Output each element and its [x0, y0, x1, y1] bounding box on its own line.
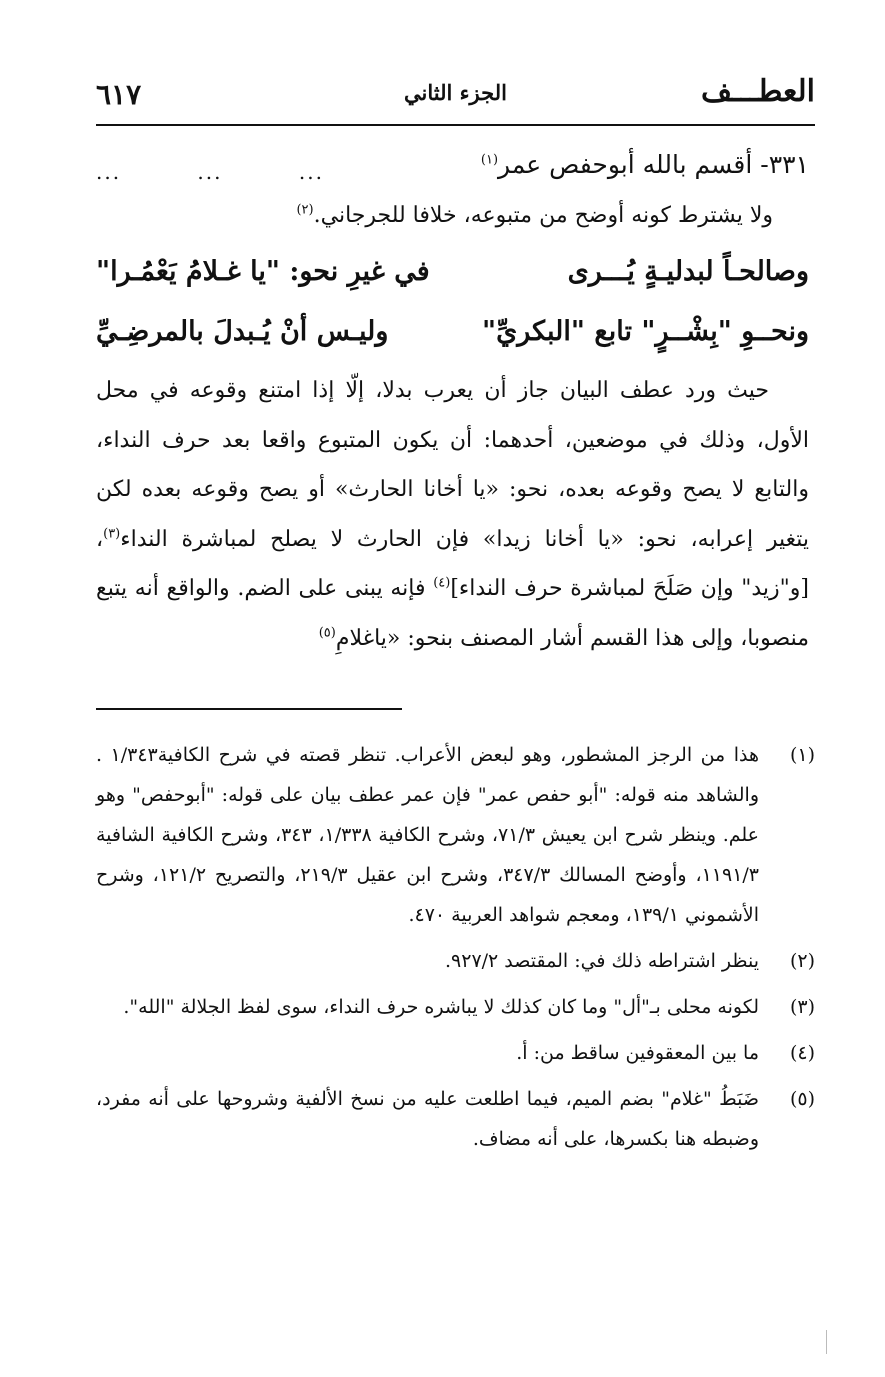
footnote-marker-4: (٤): [433, 575, 451, 591]
verse-ellipsis: ... ... ...: [96, 160, 324, 184]
poem-hemistich-left: وليـس أنْ يُـبدلَ بالمرضِـيِّ: [96, 316, 389, 347]
verse-331: [96, 150, 809, 194]
footnote-marker-2: (٢): [296, 202, 314, 218]
verse-text: ٣٣١- أقسم بالله أبوحفص عمر$^{(١)}$: [480, 150, 809, 179]
footnote-number: (٣): [789, 996, 815, 1018]
footnote-5: [96, 1079, 815, 1159]
part-title: الجزء الثاني: [404, 80, 507, 105]
poem-line-1: [96, 256, 809, 302]
footnote-text: ما بين المعقوفين ساقط من: أ.: [516, 1042, 759, 1064]
footnote-text: ضَبَطُ "غلام" بضم الميم، فيما اطلعت عليه من نسخ الألفية وشروحها على أنه مفرد، وضبطه هنا بكسرها، على أنه مضاف.: [96, 1088, 759, 1150]
footnote-marker-1: (١): [480, 152, 499, 168]
commentary-paragraph: حيث ورد عطف البيان جاز أن يعرب بدلا، إلّا إذا امتنع وقوعه في محل الأول، وذلك في موضعين، أحدهما: أن يكون المتبوع واقعا بعد حرف النداء، والتابع لا يصح وقوعه بعده، نحو: «يا أخانا الحارث» أو يصح وقوعه بعده لكن يتغير إعرابه، نحو: «يا أخانا زيدا» فإن الحارث لا يصلح لمباشرة النداء$^{(٣)}$، [و"زيد" وإن صَلَحَ لمباشرة حرف النداء]$^{(٤)}$ فإنه يبنى على الضم. والواقع أنه يتبع منصوبا، وإلى هذا القسم أشار المصنف بنحو: «ياغلامِ$^{(٥)}$: [96, 378, 809, 651]
footnote-3: [96, 987, 815, 1027]
poem-line-2: [96, 316, 809, 362]
commentary-body: [96, 366, 809, 663]
footnote-rule: [96, 708, 402, 710]
footnote-text: لكونه محلى بـ"أل" وما كان كذلك لا يباشره حرف النداء، سوى لفظ الجلالة "الله".: [123, 996, 759, 1018]
running-head: [96, 70, 815, 116]
poem-hemistich-right: ونحــوِ "بِشْــرٍ" تابع "البكريِّ": [482, 316, 809, 347]
footnotes: [96, 735, 815, 1165]
margin-mark: [826, 1330, 827, 1354]
condition-line: ولا يشترط كونه أوضح من متبوعه، خلافا للجرجاني.$^{(٢)}$: [296, 202, 773, 228]
footnote-text: هذا من الرجز المشطور، وهو لبعض الأعراب. تنظر قصته في شرح الكافية١/٣٤٣ . والشاهد منه قوله: "أبو حفص عمر" فإن عمر عطف بيان على قوله: "أبوحفص" وهو علم. وينظر شرح ابن يعيش ٧١/٣، وشرح الكافية ١/٣٣٨، ٣٤٣، وشرح الكافية الشافية ١١٩١/٣، وأوضح المسالك ٣٤٧/٣، وشرح ابن عقيل ٢١٩/٣، والتصريح ١٢١/٢، وشرح الأشموني ١٣٩/١، ومعجم شواهد العربية ٤٧٠.: [96, 744, 760, 926]
chapter-title: العطـــف: [701, 74, 815, 109]
footnote-marker-5: (٥): [318, 625, 336, 641]
footnote-marker-3: (٣): [103, 526, 121, 542]
footnote-number: (٤): [789, 1042, 815, 1064]
header-rule: [96, 124, 815, 126]
footnote-2: [96, 941, 815, 981]
footnote-number: (٢): [789, 950, 815, 972]
footnote-1: [96, 735, 815, 935]
footnote-text: ينظر اشتراطه ذلك في: المقتصد ٩٢٧/٢.: [444, 950, 759, 972]
footnote-number: (٥): [789, 1088, 815, 1110]
footnote-4: [96, 1033, 815, 1073]
poem-hemistich-left: في غيرِ نحو: "يا غـلامُ يَعْمُـرا": [96, 256, 430, 287]
poem-hemistich-right: وصالحـاً لبدليـةٍ يُـــرى: [567, 256, 809, 287]
page-number: ٦١٧: [96, 78, 142, 111]
footnote-number: (١): [789, 744, 815, 766]
